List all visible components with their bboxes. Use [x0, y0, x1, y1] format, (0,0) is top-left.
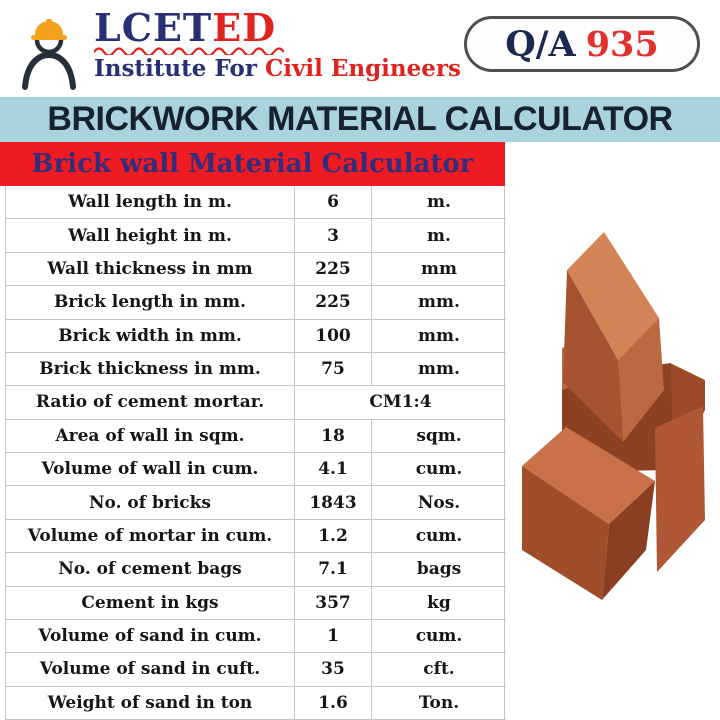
- row-value: 1.6: [294, 687, 371, 719]
- table-row: [6, 620, 506, 653]
- row-label: Brick width in mm.: [58, 325, 242, 346]
- header: [0, 0, 720, 97]
- row-value: 4.1: [294, 453, 371, 485]
- logo-subtitle: [94, 57, 474, 81]
- row-value: 35: [294, 653, 371, 685]
- logo-name-primary: LCET: [94, 5, 213, 50]
- row-value: 357: [294, 587, 371, 619]
- row-unit: cum.: [371, 520, 506, 552]
- table-row: [6, 386, 506, 419]
- row-unit: bags: [371, 553, 506, 585]
- logo: [94, 5, 474, 82]
- row-unit: sqm.: [371, 420, 506, 452]
- brick-stack-image: [505, 220, 715, 620]
- row-unit: mm: [371, 253, 506, 285]
- table-row: [6, 453, 506, 486]
- table-row: [6, 253, 506, 286]
- table-row: [6, 553, 506, 586]
- table-row: [6, 687, 506, 720]
- row-unit: m.: [371, 186, 506, 218]
- row-value: 225: [294, 253, 371, 285]
- section-banner: [0, 142, 505, 186]
- row-label: Volume of sand in cuft.: [39, 659, 261, 680]
- row-label: Ratio of cement mortar.: [35, 392, 265, 413]
- row-label: Volume of mortar in cum.: [27, 525, 273, 546]
- qa-badge-number: 935: [585, 23, 659, 65]
- row-unit: kg: [371, 587, 506, 619]
- row-unit: cum.: [371, 620, 506, 652]
- table-row: [6, 320, 506, 353]
- logo-subtitle-primary: Institute For: [94, 55, 265, 82]
- row-unit: m.: [371, 219, 506, 251]
- row-value: 18: [294, 420, 371, 452]
- section-banner-title: Brick wall Material Calculator: [31, 149, 474, 179]
- row-value: 7.1: [294, 553, 371, 585]
- row-value: 3: [294, 219, 371, 251]
- row-label: No. of cement bags: [58, 559, 242, 580]
- row-label: Volume of wall in cum.: [41, 459, 259, 480]
- row-value: 6: [294, 186, 371, 218]
- row-label: Brick length in mm.: [53, 292, 247, 313]
- table-row: [6, 653, 506, 686]
- calc-table: [5, 186, 505, 720]
- table-row: [6, 486, 506, 519]
- row-unit: mm.: [371, 320, 506, 352]
- row-label: Brick thickness in mm.: [39, 359, 261, 380]
- engineer-hard-hat-icon: [18, 10, 80, 90]
- row-label: Wall thickness in mm: [47, 258, 253, 279]
- row-label: Volume of sand in cum.: [38, 626, 262, 647]
- qa-badge-prefix: Q/A: [505, 23, 576, 65]
- row-unit: cum.: [371, 453, 506, 485]
- title-bar: [0, 97, 720, 142]
- row-unit: cft.: [371, 653, 506, 685]
- row-label: Wall height in m.: [68, 225, 232, 246]
- row-label: Weight of sand in ton: [47, 692, 253, 713]
- table-row: [6, 353, 506, 386]
- row-unit: mm.: [371, 286, 506, 318]
- row-label: Area of wall in sqm.: [55, 425, 245, 446]
- table-row: [6, 420, 506, 453]
- row-label: Cement in kgs: [81, 592, 219, 613]
- row-value: 1.2: [294, 520, 371, 552]
- row-value: 225: [294, 286, 371, 318]
- page-title: BRICKWORK MATERIAL CALCULATOR: [47, 100, 673, 138]
- row-unit: mm.: [371, 353, 506, 385]
- row-value: 100: [294, 320, 371, 352]
- logo-wordmark: [94, 5, 474, 50]
- table-row: [6, 186, 506, 219]
- row-value: 1: [294, 620, 371, 652]
- table-row: [6, 587, 506, 620]
- row-value: 1843: [294, 486, 371, 518]
- row-unit: Nos.: [371, 486, 506, 518]
- table-row: [6, 286, 506, 319]
- table-row: [6, 219, 506, 252]
- row-value: 75: [294, 353, 371, 385]
- row-label: No. of bricks: [89, 492, 211, 513]
- row-unit: Ton.: [371, 687, 506, 719]
- qa-number-badge: [464, 16, 700, 72]
- table-row: [6, 520, 506, 553]
- logo-subtitle-secondary: Civil Engineers: [264, 55, 461, 82]
- row-label: Wall length in m.: [68, 192, 232, 213]
- logo-name-secondary: ED: [212, 5, 277, 50]
- row-value: CM1:4: [294, 386, 506, 418]
